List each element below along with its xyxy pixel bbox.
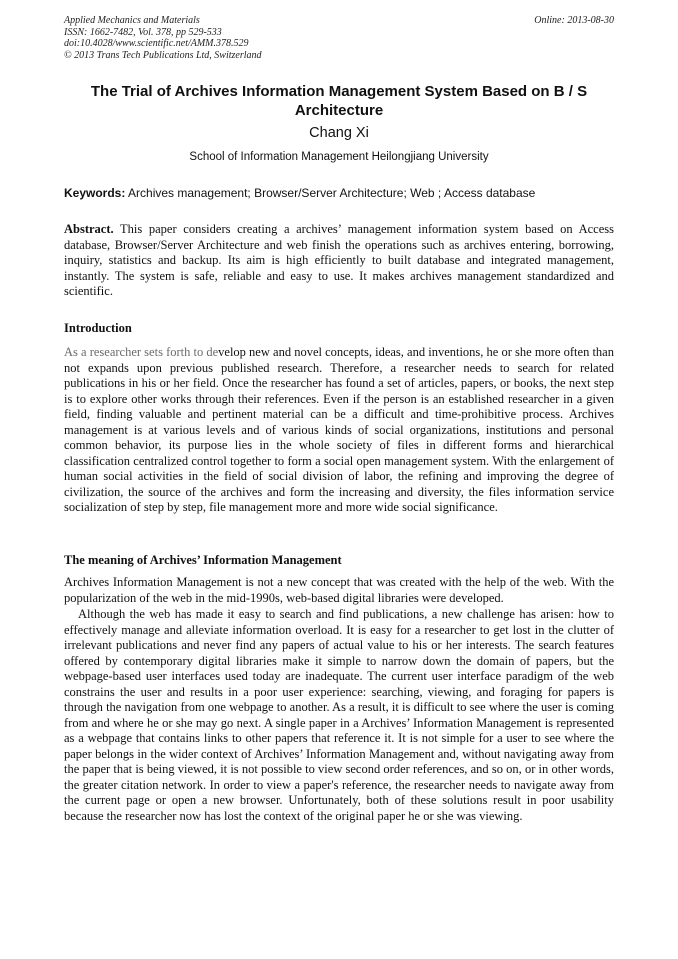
keywords (64, 186, 614, 200)
issn-line: ISSN: 1662-7482, Vol. 378, pp 529-533 (64, 26, 222, 38)
introduction-heading: Introduction (64, 321, 132, 335)
abstract-label: Abstract. (64, 222, 114, 236)
introduction-text: velop new and novel concepts, ideas, and inventions, he or she more often than not expands upon previous published research. Therefore, a researcher needs to search for related publications in his or her field. Once the researcher has found a set of articles, papers, or books, the next step is to explore other works through their references. Even if the person is an established researcher in a given field, finding valuable and pertinent material can be a difficult and time-prohibitive process. Archives management is at various levels and of various kinds of social organizations, institutions and personal common behavior, its purpose lies in the whole society of files in different forms and hierarchical classification centralized control together to form a social open management system. With the enlargement of human social activities in the field of social division of labor, the refining and improving the degree of civilization, the source of the archives and form the increasing and diversity, the files information service socialization of step by step, file management more and more wide social significance. (64, 345, 614, 514)
meaning-paragraph-1: Archives Information Management is not a new concept that was created with the help of the web. With the popularization of the web in the mid-1990s, web-based digital libraries were developed. (64, 575, 614, 605)
meaning-heading: The meaning of Archives’ Information Management (64, 553, 342, 567)
doi-line: doi:10.4028/www.scientific.net/AMM.378.529 (64, 38, 249, 49)
abstract (64, 222, 614, 300)
meaning-paragraph-2: Although the web has made it easy to search and find publications, a new challenge has arisen: how to effectively manage and alleviate information overload. It is easy for a researcher to get lost in the clutter of irrelevant publications and never find any papers of actual value to his or her interests. The search features offered by contemporary digital libraries make it simple to narrow down the domain of papers, but the webpage-based user interfaces used today are inadequate. The current user interface paradigm of the web constrains the user and results in a poor user experience: searching, viewing, and foraging for papers is through the navigation from one webpage to another. As a result, it is difficult to see where the user is coming from and where he or she may go next. A single paper in a Archives’ Information Management is represented as a webpage that contains links to other papers that reference it. It is not simple for a user to see where the paper belongs in the wider context of Archives’ Information Management and, without navigating away from the paper that is being viewed, it is not possible to view second order references, and so on, or in other words, the greater citation network. In order to view a paper's reference, the researcher needs to navigate away from the current page or open a new browser. Unfortunately, both of these solutions result in poor usability because the researcher now has lost the context of the original paper he or she was viewing. (64, 607, 614, 823)
author-name: Chang Xi (309, 125, 369, 141)
keywords-label: Keywords: (64, 186, 126, 200)
journal-name: Applied Mechanics and Materials (64, 15, 200, 26)
affiliation: School of Information Management Heilongjiang University (189, 151, 489, 163)
paper-title: The Trial of Archives Information Management System Based on B / S Architecture (90, 83, 588, 119)
copyright-line: © 2013 Trans Tech Publications Ltd, Switzerland (64, 49, 262, 61)
abstract-text: This paper considers creating a archives’ management information system based on Access database, Browser/Server Architecture and web finish the operations such as archives entering, borrowing, inquiry, statistics and backup. Its aim is high efficiently to built database and integrated management, instantly. The system is safe, reliable and easy to use. It makes archives management standardized and scientific. (64, 222, 614, 298)
page-header (64, 15, 614, 61)
introduction-paragraph (64, 345, 614, 516)
keywords-text: Archives management; Browser/Server Architecture; Web ; Access database (128, 186, 536, 200)
introduction-highlight: As a researcher sets forth to de (64, 345, 219, 359)
online-date: Online: 2013-08-30 (534, 15, 614, 26)
